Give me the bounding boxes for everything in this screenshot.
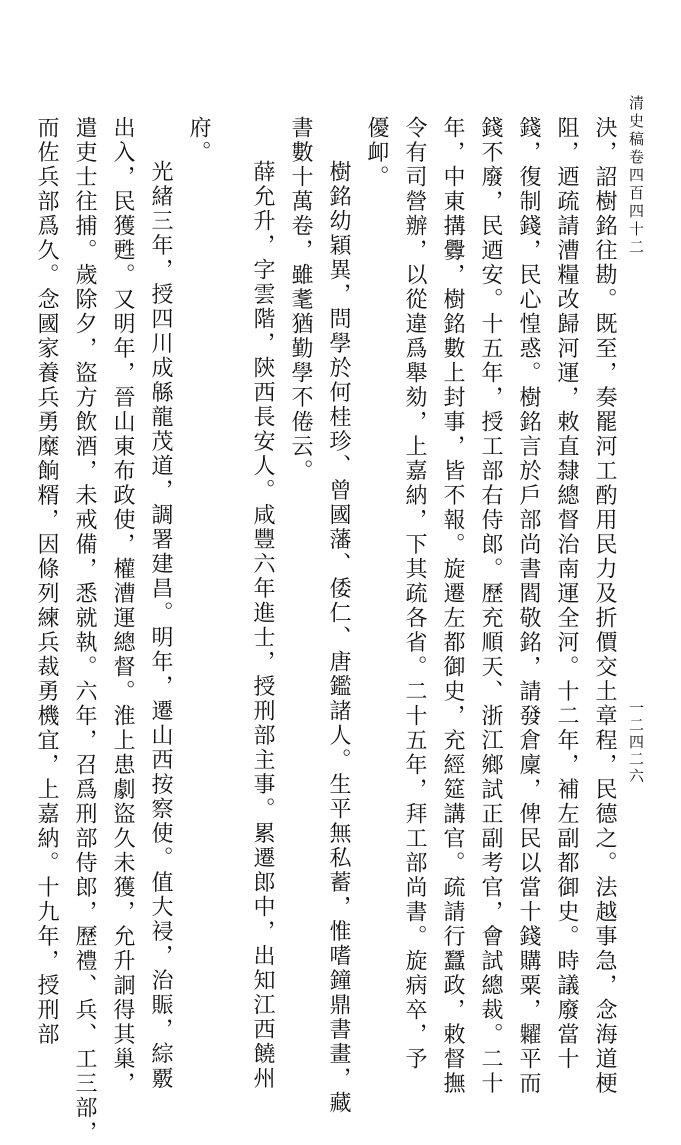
text-column-5: 年，中東搆釁，樹銘數上封事，皆不報。旋遷左都御史，充經筵講官。疏請行蠶政，敕督撫 bbox=[440, 116, 465, 1096]
text-column-11: 府。 bbox=[186, 116, 211, 165]
body-text bbox=[27, 116, 623, 1145]
text-column-12: 光緒三年，授四川成緜龍茂道，調署建昌。明年，遷山西按察使。值大祲，治賑，綜覈 bbox=[148, 160, 173, 1091]
text-column-14: 遣吏士往捕。歲除夕，盜方飲酒，未戒備，悉就執。六年，召爲刑部侍郎，歷禮、兵、工三部， bbox=[72, 116, 97, 1145]
text-column-9: 書數十萬卷，雖耄猶勤學不倦云。 bbox=[288, 116, 313, 484]
page-number: 一二四二六 bbox=[627, 700, 645, 785]
text-column-3: 錢，復制錢，民心惶惑。樹銘言於戶部尚書閻敬銘，請發倉廩，俾民以當十錢購粟，糶平而 bbox=[516, 116, 541, 1096]
text-column-10: 薛允升，字雲階，陝西長安人。咸豐六年進士，授刑部主事。累遷郎中，出知江西饒州 bbox=[250, 160, 275, 1091]
text-column-8: 樹銘幼穎異，問學於何桂珍、曾國藩、倭仁、唐鑑諸人。生平無私蓄，惟嗜鐘鼎書畫，藏 bbox=[326, 160, 351, 1116]
text-column-15: 而佐兵部爲久。念國家養兵勇糜餉糈，因條列練兵裁勇機宜，上嘉納。十九年，授刑部 bbox=[34, 116, 59, 1047]
text-column-2: 阻，迺疏請漕糧改歸河運，敕直隸總督治南運全河。十二年，補左副都御史。時議廢當十 bbox=[554, 116, 579, 1072]
text-column-13: 出入，民獲甦。又明年，晉山東布政使，權漕運總督。淮上患劇盜久未獲，允升詗得其巢， bbox=[110, 116, 135, 1096]
text-column-4: 錢不廢，民迺安。十五年，授工部右侍郎。歷充順天、浙江鄉試正副考官，會試總裁。二十 bbox=[478, 116, 503, 1096]
text-column-7: 優卹。 bbox=[364, 116, 389, 190]
running-header-title: 清史稿卷四百四十二 bbox=[627, 95, 645, 257]
text-column-1: 決，詔樹銘往勘。既至，奏罷河工酌用民力及折價交土章程，民德之。法越事急，念海道梗 bbox=[592, 116, 617, 1096]
text-column-6: 令有司營辦，以從違爲舉劾，上嘉納，下其疏各省。二十五年，拜工部尚書。旋病卒，予 bbox=[402, 116, 427, 1072]
